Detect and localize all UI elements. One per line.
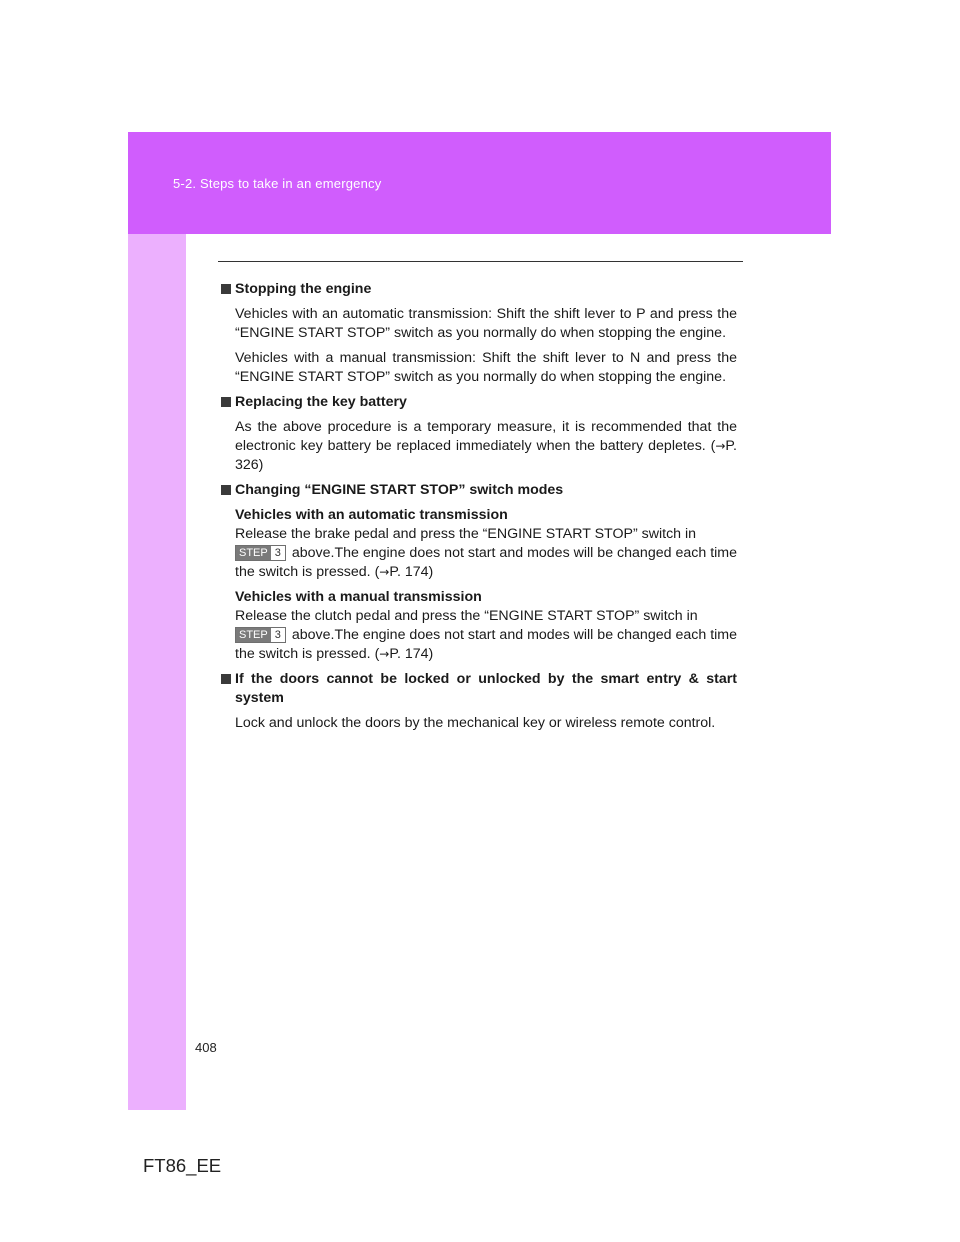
paragraph: Lock and unlock the doors by the mechanical key or wireless remote control.	[235, 715, 716, 731]
document-code: FT86_EE	[143, 1155, 222, 1176]
square-bullet-icon	[221, 485, 231, 495]
subsection-title: Vehicles with an automatic transmission	[235, 507, 508, 523]
page-reference: P. 326)	[235, 438, 737, 473]
arrow-right-icon: →	[379, 565, 390, 579]
arrow-right-icon: →	[715, 439, 726, 453]
item-doors-cannot-lock	[221, 670, 737, 733]
side-color-strip	[128, 234, 186, 1110]
top-divider	[218, 261, 743, 262]
step-badge: STEP 3	[235, 627, 286, 643]
item-heading: Stopping the engine	[221, 280, 737, 299]
square-bullet-icon	[221, 674, 231, 684]
subsection-body: Release the clutch pedal and press the “ENGINE START STOP” switch in STEP 3 above.The engine does not start and modes will be changed each time the switch is pressed. (→P. 174)	[235, 608, 738, 662]
page-number: 408	[195, 1040, 217, 1055]
step-badge: STEP 3	[235, 545, 286, 561]
square-bullet-icon	[221, 284, 231, 294]
item-heading: Replacing the key battery	[221, 393, 737, 412]
section-title: 5-2. Steps to take in an emergency	[173, 176, 382, 191]
item-heading: Changing “ENGINE START STOP” switch modes	[221, 481, 737, 500]
page-content	[221, 280, 737, 739]
item-replacing-key-battery	[221, 393, 737, 475]
paragraph: Vehicles with an automatic transmission: Shift the shift lever to P and press the “ENGINE START STOP” switch as you normally do when stopping the engine.	[235, 306, 737, 341]
item-stopping-engine	[221, 280, 737, 387]
paragraph: As the above procedure is a temporary measure, it is recommended that the electronic key battery be replaced immediately when the battery depletes. (→P. 326)	[235, 419, 737, 473]
square-bullet-icon	[221, 397, 231, 407]
page-reference: P. 174)	[389, 646, 434, 662]
item-heading: If the doors cannot be locked or unlocked by the smart entry & start system	[221, 670, 737, 708]
subsection-body: Release the brake pedal and press the “ENGINE START STOP” switch in STEP 3 above.The engine does not start and modes will be changed each time the switch is pressed. (→P. 174)	[235, 526, 738, 580]
arrow-right-icon: →	[379, 647, 390, 661]
subsection-title: Vehicles with a manual transmission	[235, 589, 482, 605]
item-changing-switch-modes	[221, 481, 737, 664]
page-reference: P. 174)	[389, 564, 434, 580]
paragraph: Vehicles with a manual transmission: Shift the shift lever to N and press the “ENGINE START STOP” switch as you normally do when stopping the engine.	[235, 350, 737, 385]
